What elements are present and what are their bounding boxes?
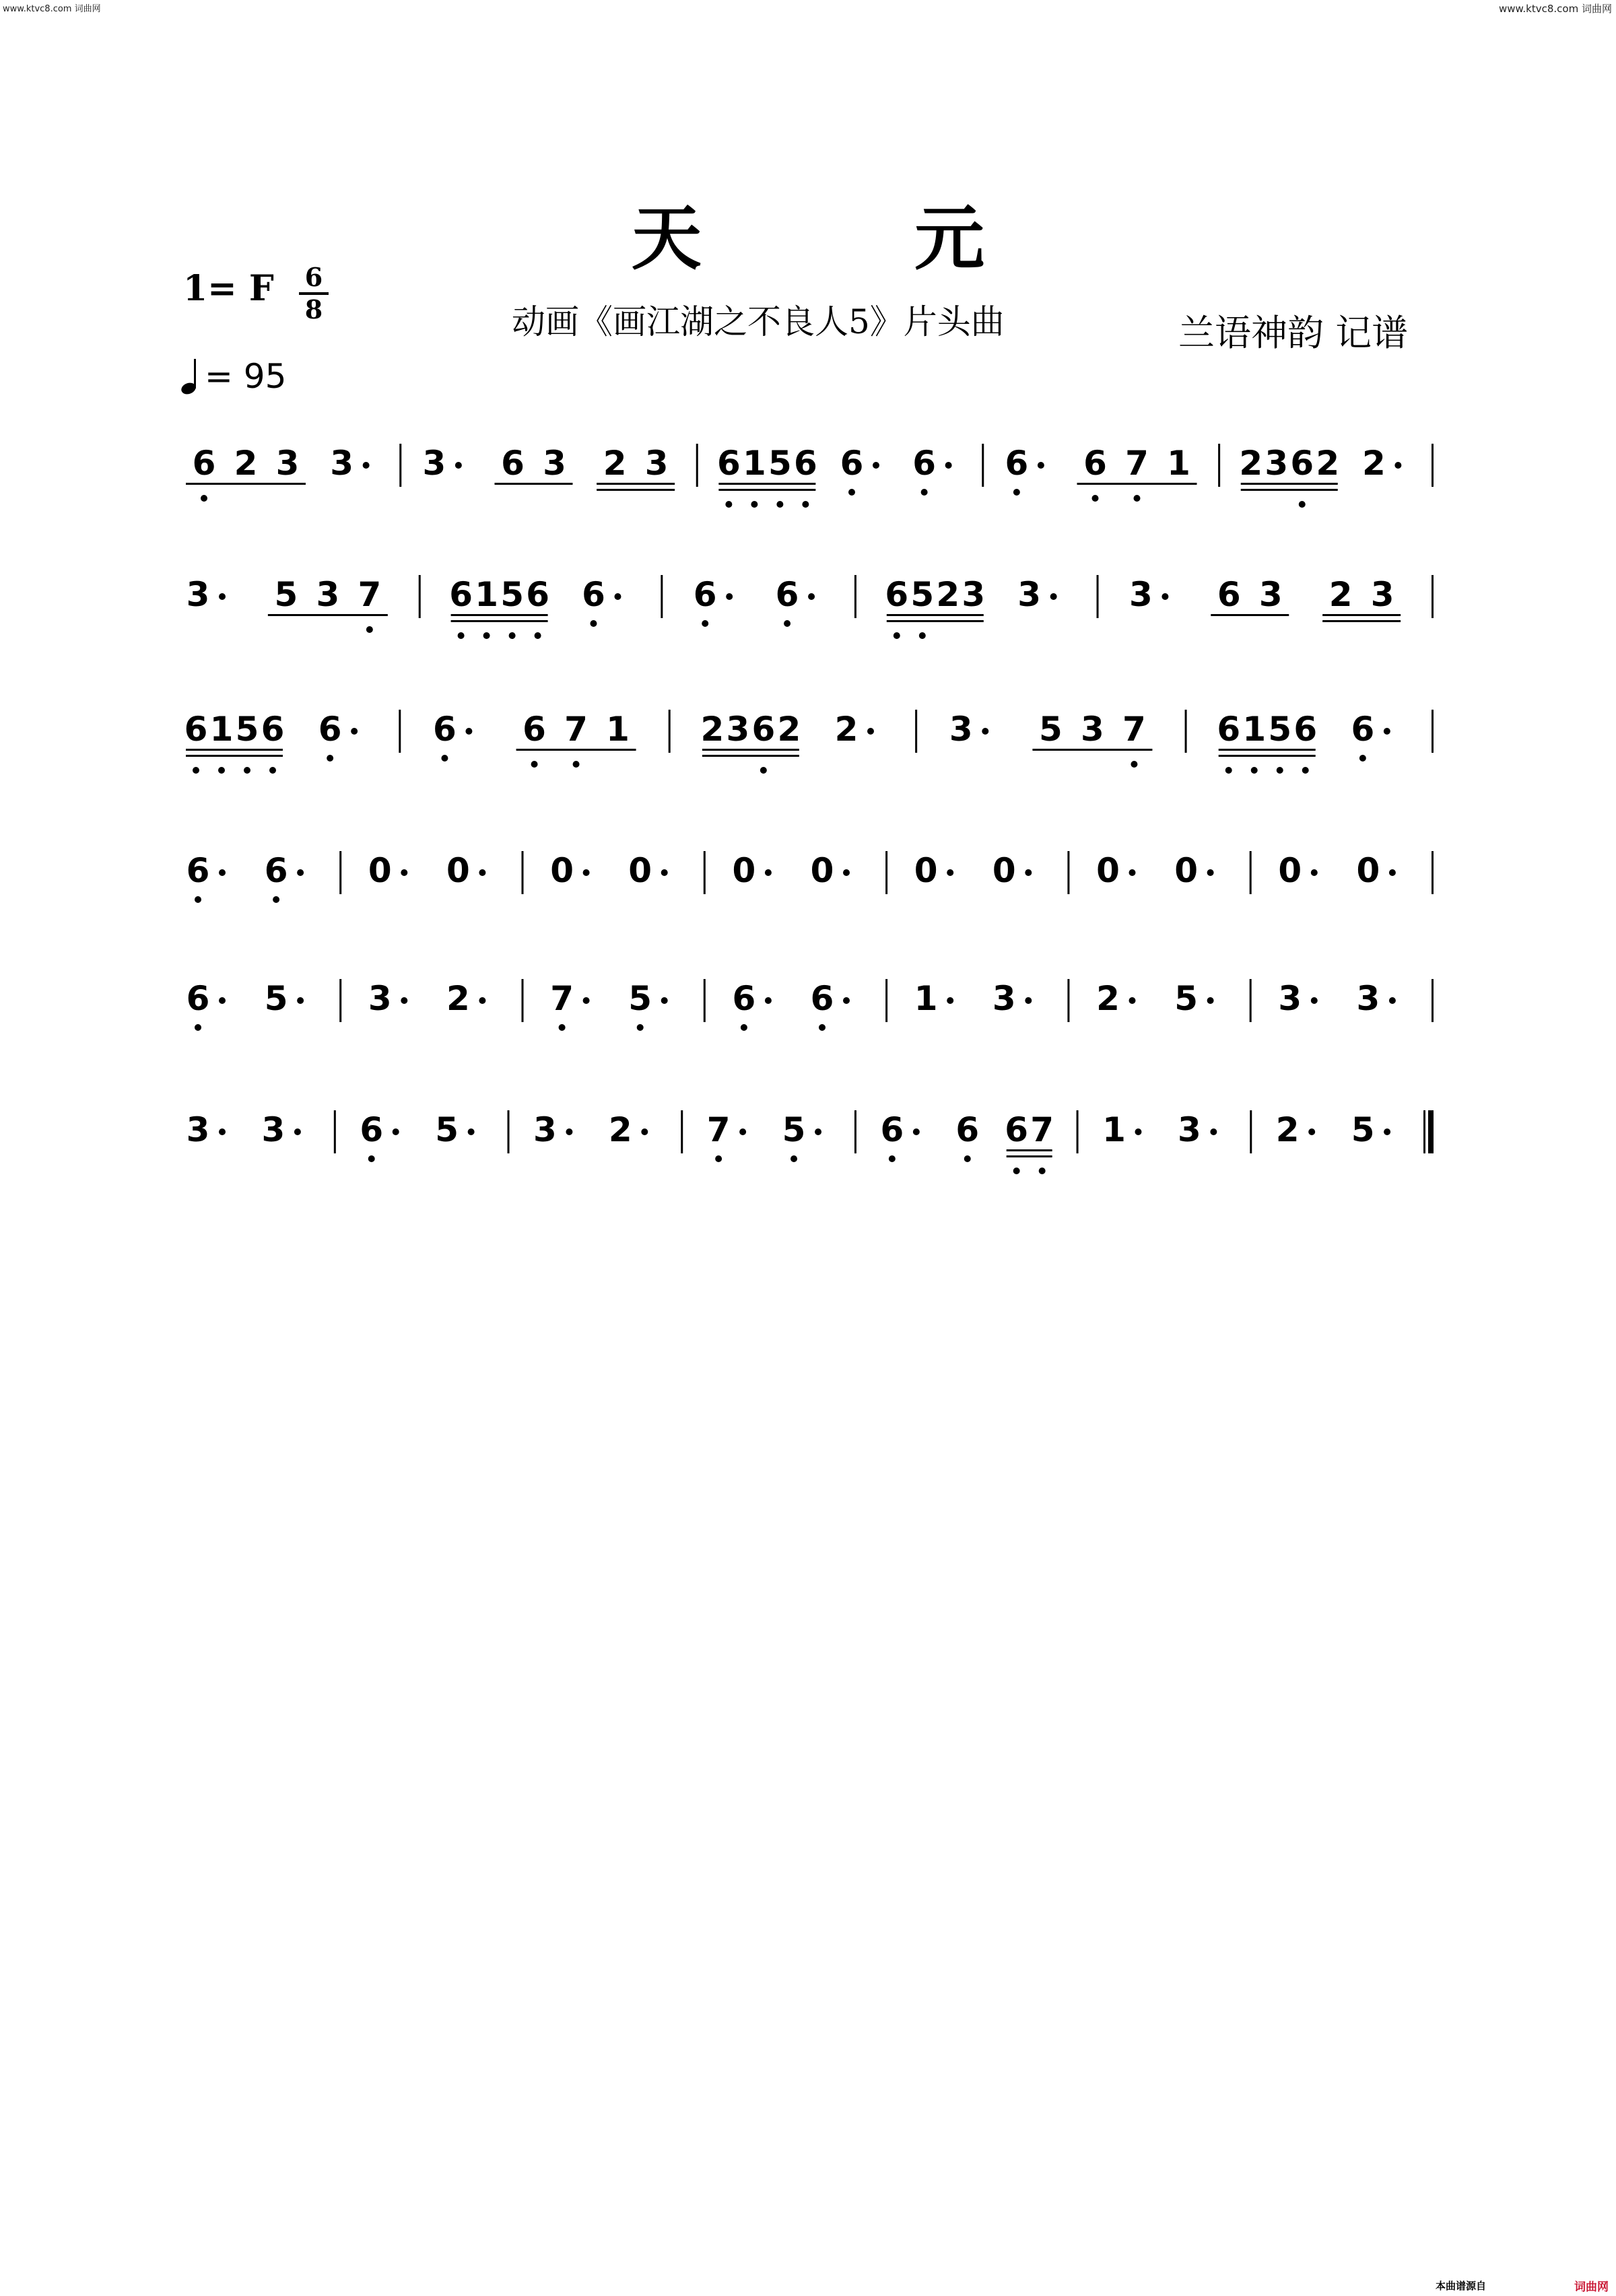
note-digit: 3 [949, 710, 973, 749]
lower-octave-dot [273, 896, 279, 903]
lower-octave-dot [218, 767, 225, 774]
note-digit: 0 [628, 851, 652, 890]
lower-octave-dot [531, 761, 538, 768]
note-digit: 6 [775, 575, 799, 614]
lower-octave-dot [784, 620, 790, 627]
note-digit: 0 [368, 851, 392, 890]
bar-line [399, 444, 401, 487]
note-digit: 1 [742, 444, 766, 483]
note-digit: 0 [1356, 851, 1380, 890]
note-digit: 6 [810, 979, 834, 1018]
lower-octave-dot [195, 896, 201, 903]
augmentation-dot [351, 728, 358, 735]
augmentation-dot [363, 462, 370, 469]
footer-source: 本曲谱源自 [1436, 2280, 1487, 2292]
augmentation-dot [843, 997, 850, 1004]
note-digit: 6 [693, 575, 717, 614]
lower-octave-dot [559, 1024, 566, 1031]
note-digit: 6 [1293, 710, 1318, 749]
lower-octave-dot [1251, 767, 1258, 774]
augmentation-dot [1135, 1128, 1141, 1135]
bar-line [669, 710, 671, 753]
lower-octave-dot [366, 626, 373, 633]
bar-line [1250, 1110, 1252, 1153]
lower-octave-dot [1131, 761, 1137, 768]
bar-line [885, 979, 887, 1022]
lower-octave-dot [368, 1155, 375, 1162]
bar-line [1250, 851, 1252, 894]
augmentation-dot [641, 1128, 648, 1135]
note-digit: 6 [433, 710, 457, 749]
note-digit: 1 [1167, 444, 1190, 483]
augmentation-dot [1384, 728, 1390, 735]
note-digit: 0 [992, 851, 1016, 890]
lower-octave-dot [458, 632, 465, 639]
note-digit: 6 [192, 444, 216, 483]
bar-line [854, 1110, 856, 1153]
note-digit: 0 [1096, 851, 1120, 890]
note-digit: 1 [914, 979, 938, 1018]
augmentation-dot [945, 462, 952, 469]
augmentation-dot [1207, 869, 1214, 876]
note-digit: 0 [1278, 851, 1302, 890]
lower-octave-dot [725, 501, 732, 508]
note-digit: 2 [936, 575, 960, 614]
augmentation-dot [1129, 869, 1136, 876]
note-digit: 3 [1265, 444, 1289, 483]
time-signature-top: 6 [304, 262, 323, 292]
augmentation-dot [982, 728, 988, 735]
transcriber-credit: 兰语神韵 记谱 [1178, 312, 1409, 354]
lower-octave-dot [964, 1155, 971, 1162]
subtitle: 动画《画江湖之不良人5》片头曲 [512, 302, 1005, 341]
augmentation-dot [867, 728, 874, 735]
note-digit: 7 [550, 979, 574, 1018]
augmentation-dot [219, 593, 226, 600]
note-digit: 7 [564, 710, 588, 749]
lower-octave-dot [741, 1024, 747, 1031]
note-digit: 7 [358, 575, 382, 614]
lower-octave-dot [535, 632, 541, 639]
note-digit: 3 [1278, 979, 1302, 1018]
note-digit: 6 [526, 575, 549, 614]
augmentation-dot [1025, 869, 1032, 876]
beam-underline [1032, 749, 1152, 751]
bar-line [1185, 710, 1187, 753]
augmentation-dot [1129, 997, 1136, 1004]
bar-line [681, 1110, 683, 1153]
lower-octave-dot [760, 767, 767, 774]
bar-line [1432, 444, 1434, 487]
augmentation-dot [661, 997, 668, 1004]
augmentation-dot [1311, 869, 1318, 876]
note-digit: 6 [1083, 444, 1107, 483]
beam-underline [1322, 614, 1401, 616]
augmentation-dot [843, 869, 850, 876]
lower-octave-dot [1277, 767, 1283, 774]
note-digit: 3 [261, 1110, 285, 1149]
note-digit: 2 [1096, 979, 1120, 1018]
note-digit: 5 [628, 979, 652, 1018]
augmentation-dot [947, 869, 953, 876]
note-digit: 6 [184, 710, 208, 749]
note-digit: 0 [732, 851, 756, 890]
note-digit: 1 [606, 710, 630, 749]
note-digit: 5 [768, 444, 792, 483]
note-digit: 2 [446, 979, 470, 1018]
augmentation-dot [1394, 462, 1401, 469]
augmentation-dot [1207, 997, 1214, 1004]
bar-line [696, 444, 698, 487]
augmentation-dot [297, 997, 304, 1004]
note-digit: 6 [186, 851, 210, 890]
note-digit: 2 [1275, 1110, 1300, 1149]
bar-line [522, 979, 524, 1022]
note-digit: 5 [1351, 1110, 1375, 1149]
augmentation-dot [468, 1128, 475, 1135]
note-digit: 2 [603, 444, 627, 483]
note-digit: 6 [840, 444, 864, 483]
note-digit: 6 [318, 710, 342, 749]
lower-octave-dot [802, 501, 809, 508]
augmentation-dot [566, 1128, 572, 1135]
augmentation-dot [913, 1128, 920, 1135]
footer-site-logo[interactable]: 词曲网 [1574, 2281, 1609, 2294]
beam-underline [1241, 483, 1338, 485]
lower-octave-dot [751, 501, 758, 508]
final-bar-thin [1423, 1110, 1425, 1153]
augmentation-dot [873, 462, 879, 469]
beam-underline [1211, 614, 1289, 616]
lower-octave-dot [637, 1024, 644, 1031]
beam-underline [1322, 620, 1401, 622]
note-digit: 3 [533, 1110, 557, 1149]
note-digit: 6 [716, 444, 741, 483]
score-title: 天 元 [631, 197, 1079, 279]
note-digit: 0 [550, 851, 574, 890]
lower-octave-dot [776, 501, 783, 508]
augmentation-dot [765, 869, 772, 876]
bar-line [399, 710, 401, 753]
augmentation-dot [726, 593, 733, 600]
note-digit: 1 [475, 575, 498, 614]
note-digit: 3 [962, 575, 986, 614]
note-digit: 6 [449, 575, 473, 614]
beam-underline [1007, 1149, 1052, 1151]
bar-line [1250, 979, 1252, 1022]
lower-octave-dot [1359, 755, 1366, 762]
lower-octave-dot [1013, 1168, 1020, 1174]
note-digit: 6 [1217, 710, 1241, 749]
beam-underline [186, 749, 283, 751]
lower-octave-dot [790, 1155, 797, 1162]
bar-line [704, 851, 706, 894]
lower-octave-dot [269, 767, 276, 774]
lower-octave-dot [919, 632, 926, 639]
beam-underline [516, 749, 636, 751]
augmentation-dot [815, 1128, 821, 1135]
note-digit: 6 [1351, 710, 1375, 749]
augmentation-dot [583, 997, 590, 1004]
beam-underline [451, 620, 548, 622]
bar-line [1432, 710, 1434, 753]
watermark-right[interactable]: www.ktvc8.com 词曲网 [1498, 3, 1612, 15]
note-digit: 6 [1005, 444, 1029, 483]
lower-octave-dot [244, 767, 250, 774]
augmentation-dot [465, 728, 472, 735]
note-digit: 6 [1005, 1110, 1029, 1149]
bar-line [508, 1110, 510, 1153]
augmentation-dot [401, 997, 407, 1004]
note-digit: 6 [582, 575, 605, 614]
bar-line [704, 979, 706, 1022]
lower-octave-dot [590, 620, 597, 627]
bar-line [334, 1110, 336, 1153]
beam-underline [718, 489, 815, 491]
note-digit: 6 [732, 979, 756, 1018]
note-digit: 6 [955, 1110, 980, 1149]
note-digit: 5 [235, 710, 259, 749]
beam-underline [718, 483, 815, 485]
augmentation-dot [297, 869, 304, 876]
augmentation-dot [401, 869, 407, 876]
note-digit: 3 [1356, 979, 1380, 1018]
beam-underline [186, 483, 306, 485]
lower-octave-dot [1013, 489, 1020, 496]
lower-octave-dot [441, 755, 448, 762]
note-digit: 7 [706, 1110, 731, 1149]
note-digit: 6 [186, 979, 210, 1018]
lower-octave-dot [195, 1024, 201, 1031]
lower-octave-dot [193, 767, 199, 774]
note-digit: 5 [1174, 979, 1198, 1018]
bar-line [1067, 851, 1069, 894]
bar-line [339, 979, 341, 1022]
augmentation-dot [1162, 593, 1168, 600]
beam-underline [887, 620, 984, 622]
note-digit: 2 [234, 444, 258, 483]
note-digit: 6 [880, 1110, 904, 1149]
note-digit: 0 [446, 851, 470, 890]
note-digit: 5 [500, 575, 524, 614]
augmentation-dot [219, 869, 226, 876]
note-digit: 3 [422, 444, 446, 483]
key-signature: 1= F [183, 268, 274, 309]
note-digit: 3 [1017, 575, 1042, 614]
bar-line [885, 851, 887, 894]
lower-octave-dot [1225, 767, 1232, 774]
note-digit: 3 [992, 979, 1016, 1018]
lower-octave-dot [201, 495, 207, 502]
lower-octave-dot [1092, 495, 1099, 502]
note-digit: 6 [793, 444, 817, 483]
note-digit: 7 [1122, 710, 1146, 749]
augmentation-dot [661, 869, 668, 876]
augmentation-dot [455, 462, 462, 469]
bar-line [522, 851, 524, 894]
beam-underline [268, 614, 388, 616]
augmentation-dot [765, 997, 772, 1004]
augmentation-dot [1210, 1128, 1217, 1135]
lower-octave-dot [819, 1024, 826, 1031]
bar-line [1432, 851, 1434, 894]
lower-octave-dot [1134, 495, 1141, 502]
beam-underline [1007, 1155, 1052, 1157]
note-digit: 5 [264, 979, 288, 1018]
watermark-left: www.ktvc8.com 词曲网 [3, 4, 101, 14]
augmentation-dot [1038, 462, 1044, 469]
note-digit: 6 [360, 1110, 384, 1149]
beam-underline [597, 489, 675, 491]
bar-line [661, 575, 663, 618]
beam-underline [451, 614, 548, 616]
note-digit: 2 [834, 710, 858, 749]
lower-octave-dot [894, 632, 900, 639]
lower-octave-dot [921, 489, 928, 496]
note-digit: 1 [209, 710, 234, 749]
note-digit: 3 [275, 444, 300, 483]
beam-underline [702, 755, 799, 757]
note-digit: 6 [523, 710, 546, 749]
lower-octave-dot [1039, 1168, 1046, 1174]
augmentation-dot [1025, 997, 1032, 1004]
lower-octave-dot [327, 755, 333, 762]
lower-octave-dot [889, 1155, 896, 1162]
note-digit: 6 [501, 444, 525, 483]
note-digit: 2 [1328, 575, 1353, 614]
lower-octave-dot [702, 620, 708, 627]
augmentation-dot [614, 593, 621, 600]
note-digit: 3 [316, 575, 340, 614]
note-digit: 3 [1081, 710, 1104, 749]
note-digit: 5 [910, 575, 935, 614]
bar-line [339, 851, 341, 894]
bar-line [854, 575, 856, 618]
beam-underline [186, 755, 283, 757]
augmentation-dot [1308, 1128, 1315, 1135]
lower-octave-dot [848, 489, 855, 496]
lower-octave-dot [715, 1155, 722, 1162]
beam-underline [1241, 489, 1338, 491]
note-digit: 5 [782, 1110, 806, 1149]
note-digit: 3 [368, 979, 392, 1018]
note-digit: 6 [885, 575, 909, 614]
augmentation-dot [1050, 593, 1057, 600]
augmentation-dot [479, 997, 485, 1004]
augmentation-dot [1389, 997, 1396, 1004]
note-digit: 7 [1030, 1110, 1054, 1149]
note-digit: 2 [1239, 444, 1263, 483]
beam-underline [702, 749, 799, 751]
bar-line [915, 710, 917, 753]
note-digit: 2 [700, 710, 725, 749]
bar-line [1432, 979, 1434, 1022]
augmentation-dot [583, 869, 590, 876]
augmentation-dot [479, 869, 485, 876]
beam-underline [597, 483, 675, 485]
lower-octave-dot [509, 632, 516, 639]
augmentation-dot [808, 593, 815, 600]
note-digit: 5 [1039, 710, 1063, 749]
note-digit: 3 [186, 575, 210, 614]
augmentation-dot [1311, 997, 1318, 1004]
bar-line [1077, 1110, 1079, 1153]
note-digit: 5 [435, 1110, 459, 1149]
note-digit: 3 [543, 444, 566, 483]
beam-underline [1219, 749, 1316, 751]
final-bar-thick [1428, 1110, 1434, 1153]
augmentation-dot [393, 1128, 399, 1135]
augmentation-dot [219, 997, 226, 1004]
note-digit: 3 [644, 444, 669, 483]
note-digit: 3 [1258, 575, 1283, 614]
augmentation-dot [1384, 1128, 1390, 1135]
note-digit: 0 [810, 851, 834, 890]
bar-line [1097, 575, 1099, 618]
note-digit: 3 [1129, 575, 1153, 614]
tempo-value: = 95 [205, 357, 287, 396]
augmentation-dot [294, 1128, 301, 1135]
note-digit: 1 [1242, 710, 1267, 749]
bar-line [1067, 979, 1069, 1022]
bar-line [982, 444, 984, 487]
note-digit: 1 [1102, 1110, 1126, 1149]
note-digit: 6 [1290, 444, 1314, 483]
note-digit: 3 [186, 1110, 210, 1149]
note-digit: 6 [1217, 575, 1241, 614]
augmentation-dot [1389, 869, 1396, 876]
note-digit: 7 [1125, 444, 1149, 483]
note-digit: 6 [264, 851, 288, 890]
beam-underline [887, 614, 984, 616]
lower-octave-dot [1302, 767, 1309, 774]
note-digit: 5 [1268, 710, 1292, 749]
time-signature-bottom: 8 [304, 294, 323, 325]
note-digit: 3 [330, 444, 354, 483]
note-digit: 2 [608, 1110, 632, 1149]
note-digit: 6 [261, 710, 285, 749]
note-digit: 6 [912, 444, 937, 483]
augmentation-dot [219, 1128, 226, 1135]
note-digit: 6 [751, 710, 776, 749]
augmentation-dot [947, 997, 953, 1004]
bar-line [1218, 444, 1220, 487]
augmentation-dot [739, 1128, 746, 1135]
lower-octave-dot [1299, 501, 1306, 508]
bar-line [1432, 575, 1434, 618]
lower-octave-dot [483, 632, 490, 639]
note-digit: 5 [274, 575, 298, 614]
beam-underline [1077, 483, 1197, 485]
note-digit: 0 [914, 851, 938, 890]
note-digit: 3 [726, 710, 750, 749]
note-digit: 0 [1174, 851, 1198, 890]
note-digit: 2 [1316, 444, 1340, 483]
beam-underline [1219, 755, 1316, 757]
note-digit: 3 [1177, 1110, 1201, 1149]
note-digit: 2 [777, 710, 801, 749]
note-digit: 3 [1370, 575, 1394, 614]
beam-underline [495, 483, 573, 485]
lower-octave-dot [573, 761, 580, 768]
note-digit: 2 [1361, 444, 1386, 483]
bar-line [419, 575, 421, 618]
